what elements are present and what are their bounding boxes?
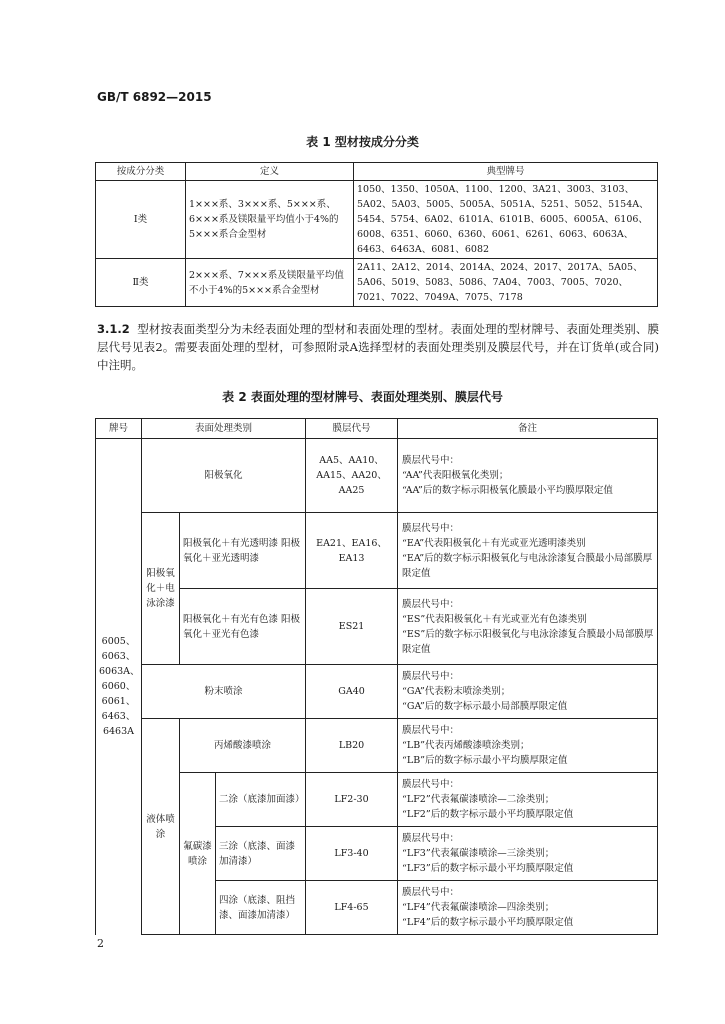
note-line: 膜层代号中： <box>402 671 460 682</box>
table2-header-treatment: 表面处理类别 <box>142 419 306 439</box>
note-line: 膜层代号中： <box>402 833 460 844</box>
fluorocarbon-type-2: 三涂（底漆、面漆加清漆） <box>216 827 306 881</box>
table1-header-row <box>96 163 658 181</box>
table-row <box>96 773 658 827</box>
table1-grades: 2A11、2A12、2014、2014A、2024、2017、2017A、5A05、5A06、5019、5083、5086、7A04、7003、7005、7020、7021、7022、7049A、7075、7178 <box>354 259 658 307</box>
anodizing-code: AA5、AA10、AA15、AA20、AA25 <box>306 439 398 513</box>
table-row <box>96 589 658 665</box>
note-line: “LF4”后的数字标示最小平均膜厚限定值 <box>402 917 574 928</box>
note-line: 膜层代号中： <box>402 725 460 736</box>
table1-caption: 表 1 型材按成分分类 <box>306 135 419 149</box>
note-line: “GA”后的数字标示最小局部膜厚限定值 <box>402 701 568 712</box>
fluorocarbon-code-2: LF3-40 <box>306 827 398 881</box>
anodizing-label: 阳极氧化 <box>142 439 306 513</box>
electrophoretic-code-1: EA21、EA16、EA13 <box>306 513 398 589</box>
powder-code: GA40 <box>306 665 398 719</box>
anodizing-note <box>398 439 658 513</box>
page-number: 2 <box>97 937 104 950</box>
acrylic-code: LB20 <box>306 719 398 773</box>
acrylic-note <box>398 719 658 773</box>
note-line: “LF3”后的数字标示最小平均膜厚限定值 <box>402 863 574 874</box>
note-line: “GA”代表粉末喷涂类别； <box>402 686 511 697</box>
note-line: 膜层代号中： <box>402 887 460 898</box>
note-line: “ES”代表阳极氧化＋有光或亚光有色漆类别 <box>402 613 587 625</box>
table2-header-grade: 牌号 <box>96 419 142 439</box>
note-line: “LF2”后的数字标示最小平均膜厚限定值 <box>402 809 574 820</box>
fluorocarbon-label: 氟碳漆喷涂 <box>180 773 216 935</box>
table-row <box>96 513 658 589</box>
table1-category: Ⅱ类 <box>96 259 186 307</box>
table-row <box>96 719 658 773</box>
table-row <box>96 181 658 259</box>
electrophoretic-code-2: ES21 <box>306 589 398 665</box>
fluorocarbon-type-3: 四涂（底漆、阻挡漆、面漆加清漆） <box>216 881 306 935</box>
paragraph-text: 型材按表面类型分为未经表面处理的型材和表面处理的型材。表面处理的型材牌号、表面处理类别、膜层代号见表2。需要表面处理的型材，可参照附录A选择型材的表面处理类别及膜层代号，并在订货单(或合同)中注明。 <box>97 322 660 372</box>
note-line: “EA”后的数字标示阳极氧化与电泳涂漆复合膜最小局部膜厚限定值 <box>402 552 653 579</box>
fluorocarbon-note-3 <box>398 881 658 935</box>
liquid-label: 液体喷涂 <box>142 719 180 935</box>
electrophoretic-label: 阳极氧化＋电泳涂漆 <box>142 513 180 665</box>
note-line: “ES”后的数字标示阳极氧化与电泳涂漆复合膜最小局部膜厚限定值 <box>402 628 654 655</box>
table1-category: Ⅰ类 <box>96 181 186 259</box>
electrophoretic-type-1: 阳极氧化＋有光透明漆 阳极氧化＋亚光透明漆 <box>180 513 306 589</box>
table1-definition: 2×××系、7×××系及镁限量平均值不小于4%的5×××系合金型材 <box>186 259 354 307</box>
acrylic-label: 丙烯酸漆喷涂 <box>180 719 306 773</box>
note-line: 膜层代号中： <box>402 522 460 534</box>
fluorocarbon-code-3: LF4-65 <box>306 881 398 935</box>
note-line: 膜层代号中： <box>402 455 460 466</box>
note-line: “AA”后的数字标示阳极氧化膜最小平均膜厚限定值 <box>402 485 613 496</box>
electrophoretic-note-2 <box>398 589 658 665</box>
table2-grade-cell: 6005、6063、6063A、6060、6061、6463、6463A <box>96 439 142 935</box>
fluorocarbon-note-1 <box>398 773 658 827</box>
note-line: “LF4”代表氟碳漆喷涂—四涂类别； <box>402 902 555 913</box>
powder-note <box>398 665 658 719</box>
table-row <box>96 665 658 719</box>
table-row <box>96 259 658 307</box>
table1 <box>95 162 658 307</box>
note-line: 膜层代号中： <box>402 598 460 610</box>
fluorocarbon-type-1: 二涂（底漆加面漆） <box>216 773 306 827</box>
note-line: “LB”后的数字标示最小平均膜厚限定值 <box>402 755 568 766</box>
table1-header-grades: 典型牌号 <box>354 163 658 181</box>
note-line: “EA”代表阳极氧化＋有光或亚光透明漆类别 <box>402 537 586 549</box>
table1-grades: 1050、1350、1050A、1100、1200、3A21、3003、3103、5A02、5A03、5005、5005A、5051A、5251、5052、5154A、5454、5754、6A02、6101A、6101B、6005、6005A、6106、6008、6351、6060、6360、6061、6261、6063、6063A、6463、6463A、6081、6082 <box>354 181 658 259</box>
standard-code: GB/T 6892—2015 <box>97 90 212 104</box>
note-line: “AA”代表阳极氧化类别； <box>402 470 509 481</box>
table1-definition: 1×××系、3×××系、5×××系、6×××系及镁限量平均值小于4%的5×××系合金型材 <box>186 181 354 259</box>
note-line: “LF3”代表氟碳漆喷涂—三涂类别； <box>402 848 555 859</box>
table1-header-definition: 定义 <box>186 163 354 181</box>
table2-caption: 表 2 表面处理的型材牌号、表面处理类别、膜层代号 <box>222 390 503 404</box>
note-line: “LB”代表丙烯酸漆喷涂类别； <box>402 740 530 751</box>
paragraph-3-1-2 <box>97 320 659 374</box>
table2-header-row <box>96 419 658 439</box>
table2 <box>95 418 658 935</box>
note-line: 膜层代号中： <box>402 779 460 790</box>
table2-header-code: 膜层代号 <box>306 419 398 439</box>
electrophoretic-note-1 <box>398 513 658 589</box>
table2-header-note: 备注 <box>398 419 658 439</box>
paragraph-number: 3.1.2 <box>97 322 130 336</box>
fluorocarbon-code-1: LF2-30 <box>306 773 398 827</box>
note-line: “LF2”代表氟碳漆喷涂—二涂类别； <box>402 794 555 805</box>
table1-header-category: 按成分分类 <box>96 163 186 181</box>
fluorocarbon-note-2 <box>398 827 658 881</box>
electrophoretic-type-2: 阳极氧化＋有光有色漆 阳极氧化＋亚光有色漆 <box>180 589 306 665</box>
powder-label: 粉末喷涂 <box>142 665 306 719</box>
table-row <box>96 439 658 513</box>
